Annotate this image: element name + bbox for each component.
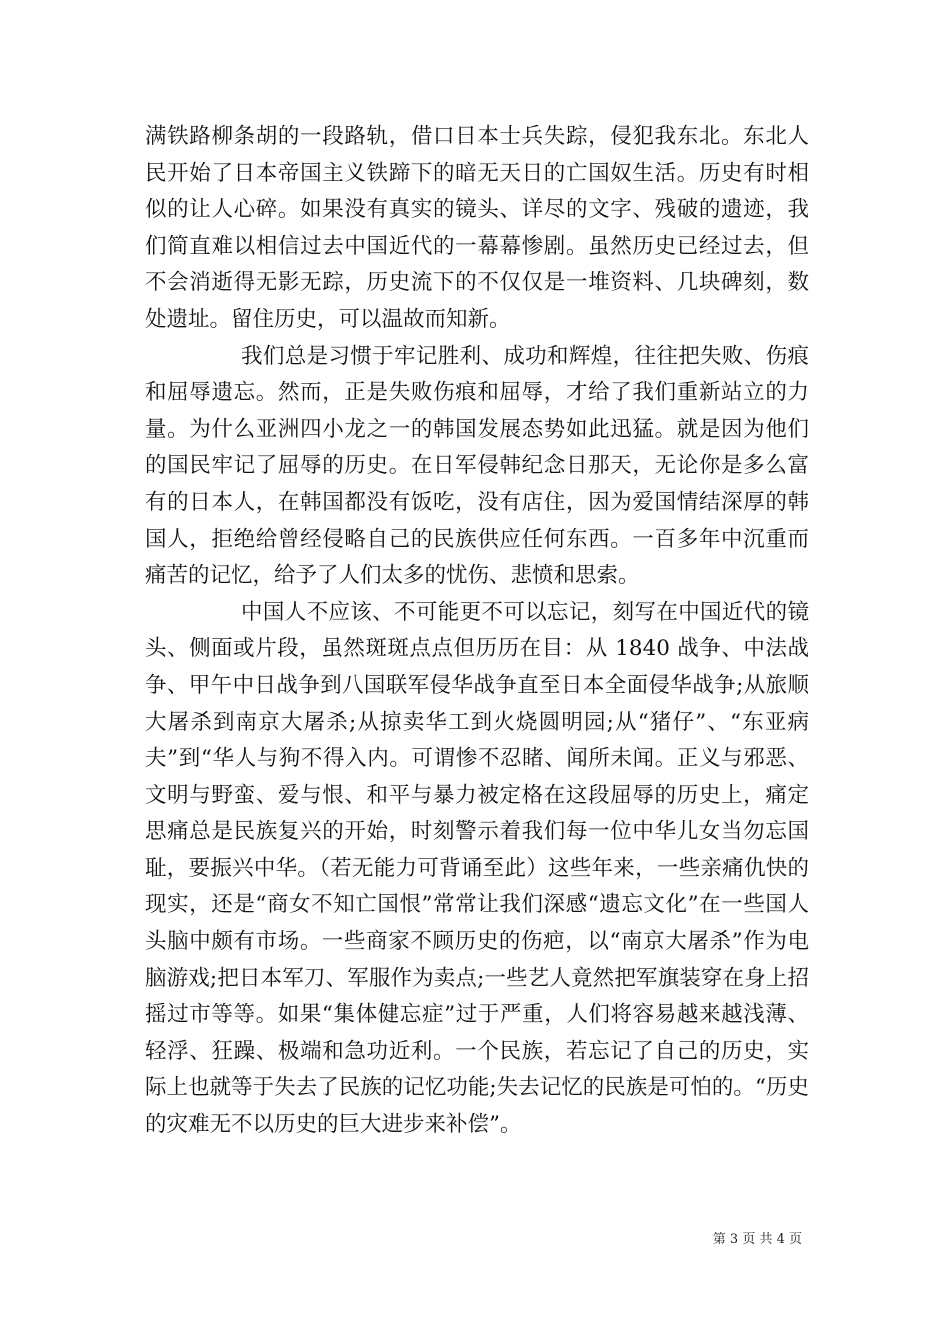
page-number-footer: 第 3 页 共 4 页 [712, 1232, 802, 1247]
paragraph-1: 满铁路柳条胡的一段路轨，借口日本士兵失踪，侵犯我东北。东北人民开始了日本帝国主义铁蹄下的暗无天日的亡国奴生活。历史有时相似的让人心碎。如果没有真实的镜头、详尽的文字、残破的遗迹，我们简直难以相信过去中国近代的一幕幕惨剧。虽然历史已经过去，但不会消逝得无影无踪，历史流下的不仅仅是一堆资料、几块碑刻，数处遗址。留住历史，可以温故而知新。 [145, 124, 809, 332]
paragraph-2: 我们总是习惯于牢记胜利、成功和辉煌，往往把失败、伤痕和屈辱遗忘。然而，正是失败伤痕和屈辱，才给了我们重新站立的力量。为什么亚洲四小龙之一的韩国发展态势如此迅猛。就是因为他们的国民牢记了屈辱的历史。在日军侵韩纪念日那天，无论你是多么富有的日本人，在韩国都没有饭吃，没有店住，因为爱国情结深厚的韩国人，拒绝给曾经侵略自己的民族供应任何东西。一百多年中沉重而痛苦的记忆，给予了人们太多的忧伤、悲愤和思索。 [145, 343, 809, 589]
paragraph-3: 中国人不应该、不可能更不可以忘记，刻写在中国近代的镜头、侧面或片段，虽然斑斑点点但历历在目：从 1840 战争、中法战争、甲午中日战争到八国联军侵华战争直至日本全面侵华战争;从旅顺大屠杀到南京大屠杀;从掠卖华工到火烧圆明园;从“猪仔”、“东亚病夫”到“华人与狗不得入内。可谓惨不忍睹、闻所未闻。正义与邪恶、文明与野蛮、爱与恨、和平与暴力被定格在这段屈辱的历史上，痛定思痛总是民族复兴的开始，时刻警示着我们每一位中华儿女当勿忘国耻，要振兴中华。（若无能力可背诵至此）这些年来，一些亲痛仇快的现实，还是“商女不知亡国恨”常常让我们深感“遗忘文化”在一些国人头脑中颇有市场。一些商家不顾历史的伤疤，以“南京大屠杀”作为电脑游戏;把日本军刀、军服作为卖点;一些艺人竟然把军旗装穿在身上招摇过市等等。如果“集体健忘症”过于严重，人们将容易越来越浅薄、轻浮、狂躁、极端和急功近利。一个民族，若忘记了自己的历史，实际上也就等于失去了民族的记忆功能;失去记忆的民族是可怕的。“历史的灾难无不以历史的巨大进步来补偿”。 [145, 599, 809, 1138]
document-body [145, 119, 809, 1144]
